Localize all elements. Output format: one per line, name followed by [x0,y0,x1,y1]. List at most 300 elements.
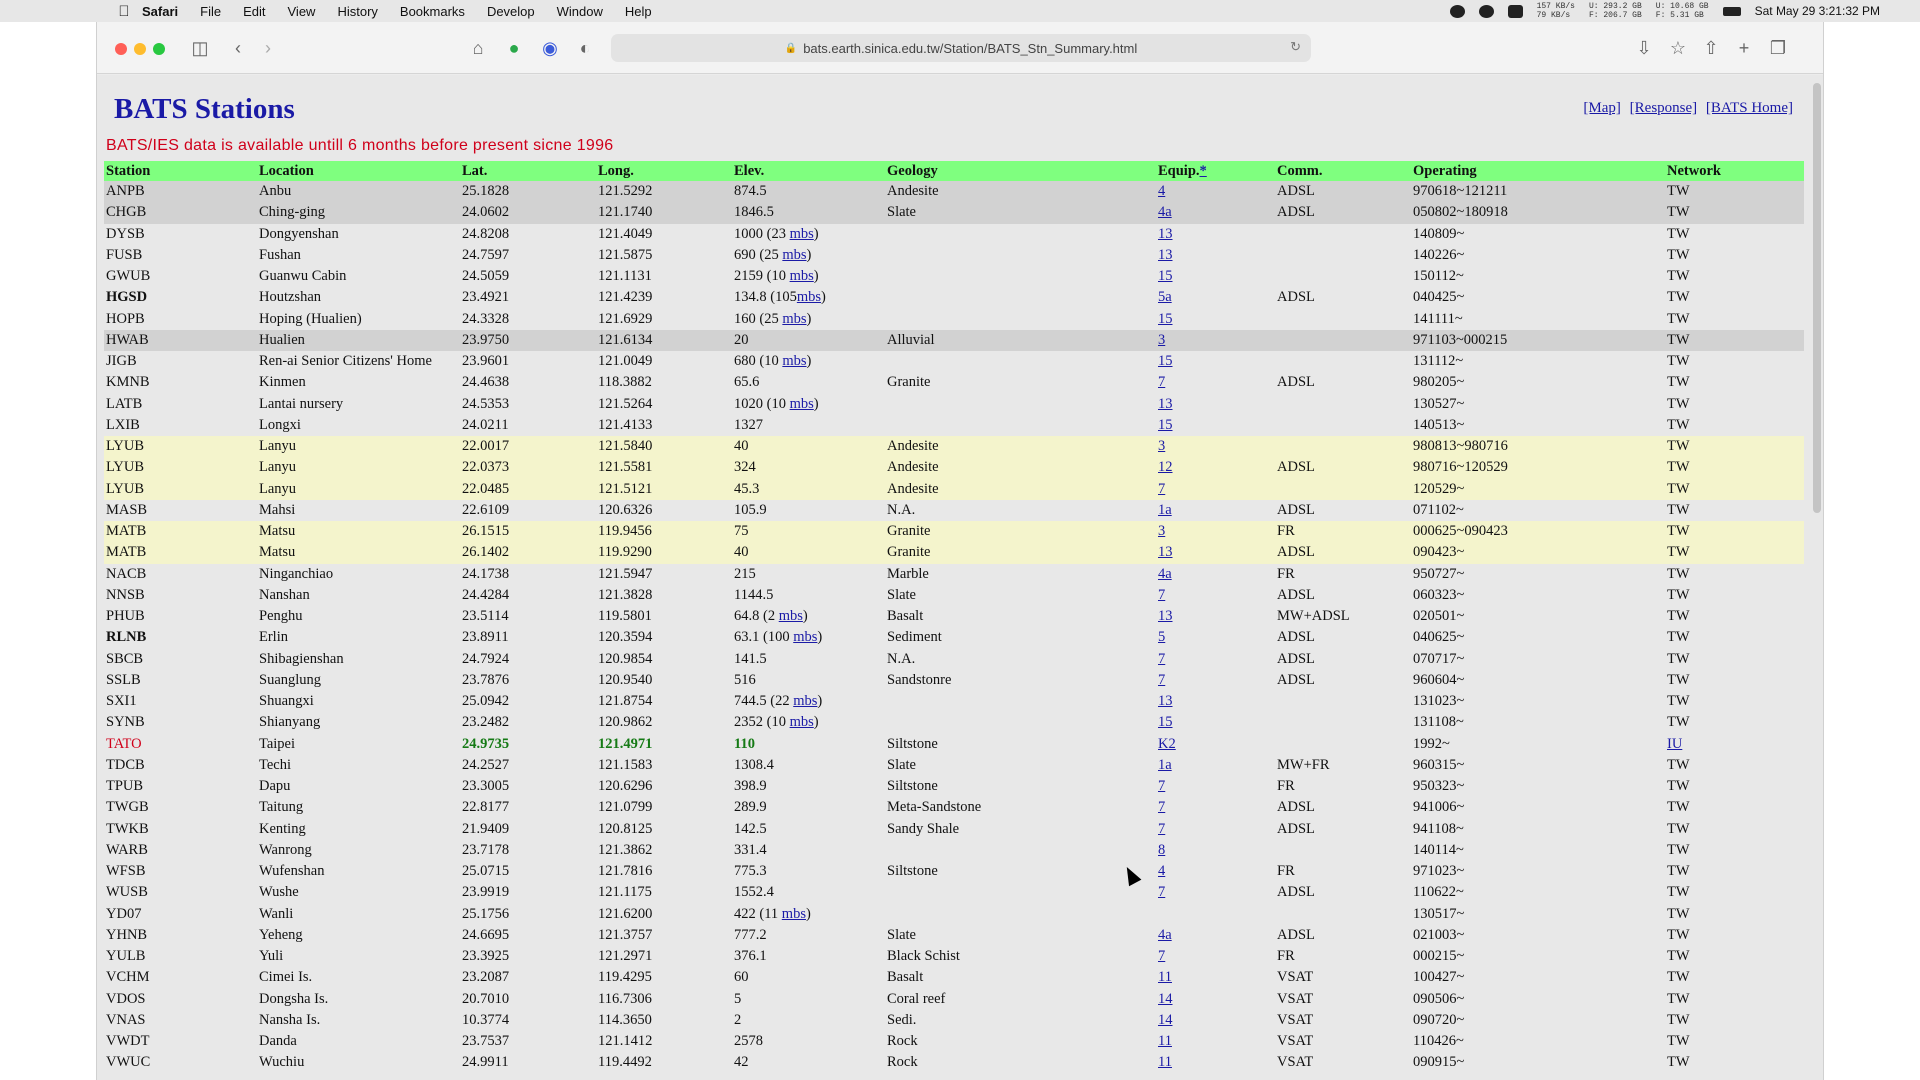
elev-close-paren: ) [805,905,811,922]
safari-window [96,22,1824,1080]
operating-cell: 131112~ [1413,353,1464,370]
elev-value: 690 (25 [734,246,783,263]
equip-link[interactable]: 15 [1158,714,1173,731]
table-row [104,245,1804,266]
comm-cell: VSAT [1277,969,1314,986]
geology-cell: Coral reef [887,990,946,1007]
equip-link[interactable]: 13 [1158,225,1173,242]
table-row [104,904,1804,925]
equip-link[interactable]: 3 [1158,523,1166,540]
location-cell: Wanrong [259,841,312,858]
table-row [104,967,1804,988]
long-cell: 119.5801 [598,608,652,625]
equip-link[interactable]: 7 [1158,778,1166,795]
operating-cell: 971023~ [1413,863,1465,880]
table-row [104,755,1804,776]
station-cell: YULB [106,948,146,965]
station-cell: LXIB [106,416,140,433]
vertical-scrollbar[interactable] [1813,83,1821,513]
col-elev: Elev. [732,161,885,181]
equip-link[interactable]: 7 [1158,884,1166,901]
equip-cell [1156,904,1275,925]
network-cell: TW [1667,374,1690,391]
equip-link[interactable]: 4a [1158,565,1172,582]
operating-cell: 090915~ [1413,1054,1465,1071]
elev-cell [732,776,885,797]
geology-cell: Granite [887,374,931,391]
equip-link[interactable]: 15 [1158,416,1173,433]
sidebar-icon[interactable]: ◫ [191,38,209,58]
equip-link[interactable]: 13 [1158,544,1173,561]
menu-view[interactable]: View [287,3,316,19]
table-row [104,521,1804,542]
location-cell: Cimei Is. [259,969,313,986]
equip-link[interactable]: 7 [1158,374,1166,391]
geology-cell: Slate [885,202,1156,223]
network-cell: TW [1667,1054,1690,1071]
long-cell: 120.9540 [598,671,653,688]
table-row [104,415,1804,436]
lat-cell: 24.3328 [462,310,510,327]
record-icon[interactable] [1479,5,1494,18]
table-row [104,372,1804,393]
elev-cell [732,670,885,691]
comm-cell [1275,904,1411,925]
operating-cell: 1992~ [1413,735,1450,752]
equip-link[interactable]: 15 [1158,310,1173,327]
equip-link[interactable]: 7 [1158,799,1166,816]
comm-cell: FR [1277,948,1295,965]
equip-link[interactable]: 7 [1158,650,1166,667]
elev-close-paren: ) [806,310,812,327]
elev-cell [732,989,885,1010]
elev-value: 874.5 [734,183,767,200]
station-cell: PHUB [106,608,145,625]
long-cell: 120.8125 [598,820,653,837]
geology-cell: Black Schist [887,948,960,965]
equip-link[interactable]: 11 [1158,1033,1172,1050]
long-cell: 118.3882 [598,374,652,391]
equip-link[interactable]: 7 [1158,586,1166,603]
operating-cell: 040625~ [1413,629,1465,646]
equip-link[interactable]: 4a [1158,204,1172,221]
elev-cell [732,691,885,712]
menu-edit[interactable]: Edit [243,3,266,19]
table-row [104,712,1804,733]
elev-cell [732,967,885,988]
station-cell: HGSD [106,289,148,306]
lat-cell: 22.6109 [462,501,510,518]
elev-cell [732,372,885,393]
elev-cell [732,266,885,287]
station-cell: TWGB [106,799,149,816]
downloads-icon[interactable]: ⇩ [1636,38,1652,58]
elev-value: 516 [734,671,756,688]
operating-cell: 960604~ [1413,671,1465,688]
comm-cell: ADSL [1277,926,1315,943]
operating-cell: 110426~ [1413,1033,1464,1050]
network-cell: TW [1667,714,1690,731]
geology-cell [885,415,1156,436]
lat-cell: 22.0017 [460,436,596,457]
table-row [104,819,1804,840]
menu-history[interactable]: History [337,3,378,19]
elev-value: 42 [734,1054,749,1071]
elev-close-paren: ) [813,714,819,731]
station-cell: YHNB [106,926,148,943]
network-cell: TW [1667,1011,1690,1028]
operating-cell: 090423~ [1411,542,1665,563]
long-cell: 120.9862 [598,714,653,731]
network-cell: TW [1667,225,1690,242]
elev-value: 110 [734,735,755,752]
long-cell: 121.4133 [598,416,653,433]
lat-cell: 24.1738 [462,565,510,582]
network-cell: TW [1667,926,1690,943]
comm-cell: FR [1277,863,1295,880]
elev-value: 1846.5 [734,204,774,221]
operating-cell: 070717~ [1413,650,1465,667]
equip-footnote-link[interactable]: * [1199,162,1207,179]
mbs-link[interactable]: mbs [789,225,814,242]
desktop-right [1824,22,1920,1080]
equip-link[interactable]: 15 [1158,353,1173,370]
station-cell: YD07 [106,905,142,922]
station-cell: HOPB [106,310,145,327]
location-cell: Shianyang [259,714,321,731]
equip-link[interactable]: 14 [1158,990,1173,1007]
network-cell: TW [1667,778,1690,795]
mbs-link[interactable]: mbs [793,693,818,710]
lock-icon: 🔒 [784,42,798,54]
elev-value: 60 [734,969,749,986]
location-cell: Hualien [257,330,460,351]
elev-value: 160 (25 [734,310,783,327]
mbs-link[interactable]: mbs [789,714,814,731]
elev-value: 1020 (10 [734,395,790,412]
equip-cell [1156,500,1275,521]
elev-value: 2352 (10 [734,714,790,731]
operating-cell: 980813~980716 [1411,436,1665,457]
long-cell: 121.7816 [598,863,653,880]
station-cell: LATB [106,395,143,412]
location-cell: Ren-ai Senior Citizens' Home [259,353,432,370]
elev-value: 1552.4 [734,884,774,901]
elev-cell [732,436,885,457]
operating-cell: 000215~ [1413,948,1465,965]
network-cell: TW [1667,650,1690,667]
table-row [104,394,1804,415]
comm-cell: ADSL [1277,820,1315,837]
long-cell: 119.4492 [598,1054,652,1071]
comm-cell: ADSL [1277,586,1315,603]
equip-link[interactable]: 11 [1158,969,1172,986]
elev-value: 20 [734,331,749,348]
web-page [97,75,1823,1080]
lat-cell: 23.7537 [462,1033,510,1050]
station-cell: SXI1 [106,693,137,710]
geology-cell: Sedi. [887,1011,917,1028]
elev-cell [732,1052,885,1073]
equip-cell [1156,181,1275,202]
equip-link[interactable]: 7 [1158,480,1166,497]
elev-value: 215 [734,565,756,582]
equip-cell [1156,734,1275,755]
long-cell: 121.5121 [596,479,732,500]
equip-link[interactable]: 1a [1158,756,1172,773]
bookmark-star-icon[interactable]: ☆ [1669,38,1687,58]
equip-link[interactable]: 8 [1158,841,1166,858]
long-cell: 121.5947 [598,565,653,582]
lat-cell: 23.7178 [462,841,510,858]
network-cell: TW [1667,671,1690,688]
menu-help[interactable]: Help [624,3,652,19]
table-row [104,457,1804,478]
map-link[interactable]: [Map] [1583,100,1621,116]
operating-cell: 130517~ [1413,905,1465,922]
long-cell: 121.2971 [598,948,653,965]
network-cell: TW [1667,501,1690,518]
mbs-link[interactable]: mbs [789,395,814,412]
elev-value: 75 [734,523,749,540]
elev-value: 1000 (23 [734,225,790,242]
table-row [104,542,1804,563]
lat-cell: 24.5059 [462,268,510,285]
elev-cell [732,181,885,202]
desktop-left [0,22,96,1080]
table-row [104,840,1804,861]
equip-link[interactable]: 11 [1158,1054,1172,1071]
network-cell: TW [1667,693,1690,710]
comm-cell [1275,245,1411,266]
lat-cell: 23.9750 [460,330,596,351]
mbs-link[interactable]: mbs [793,629,818,646]
minimize-window-button[interactable] [134,43,146,55]
reload-icon[interactable]: ↻ [1290,39,1301,54]
location-cell: Lanyu [257,457,460,478]
table-row [104,1031,1804,1052]
forward-icon[interactable]: › [265,38,271,58]
comm-cell [1275,266,1411,287]
equip-cell [1156,224,1275,245]
station-cell: TPUB [106,778,144,795]
lat-cell: 24.2527 [462,756,510,773]
menu-file[interactable]: File [200,3,222,19]
equip-link[interactable]: 4 [1158,863,1166,880]
equip-cell [1156,627,1275,648]
lat-cell: 23.5114 [462,608,509,625]
location-cell: Wufenshan [259,863,325,880]
lat-cell: 26.1515 [460,521,596,542]
elev-value: 45.3 [734,480,760,497]
equip-link[interactable]: 7 [1158,948,1166,965]
elev-cell [732,202,885,223]
network-cell: TW [1667,756,1690,773]
operating-cell: 090720~ [1413,1011,1465,1028]
home-icon[interactable]: ⌂ [472,38,484,58]
equip-link[interactable]: 13 [1158,395,1173,412]
station-cell: SSLB [106,671,141,688]
elev-cell [732,904,885,925]
bats-home-link[interactable]: [BATS Home] [1705,100,1793,116]
location-cell: Longxi [259,416,301,433]
location-cell: Kinmen [259,374,306,391]
equip-link[interactable]: 1a [1158,501,1172,518]
lat-cell: 26.1402 [460,542,596,563]
elev-cell [732,1010,885,1031]
equip-link[interactable]: 5 [1158,629,1166,646]
geology-cell: N.A. [887,650,916,667]
equip-link[interactable]: 3 [1158,331,1166,348]
lat-cell: 24.4284 [462,586,510,603]
equip-cell [1156,457,1275,478]
mbs-link[interactable]: mbs [796,289,822,306]
equip-link[interactable]: 7 [1158,671,1166,688]
equip-link[interactable]: 13 [1158,608,1173,625]
equip-link[interactable]: 14 [1158,1011,1173,1028]
network-cell [1665,734,1804,755]
equip-link[interactable]: 4 [1158,183,1166,200]
long-cell: 120.6326 [598,501,653,518]
comm-cell [1275,712,1411,733]
operating-cell: 140114~ [1413,841,1464,858]
availability-notice: BATS/IES data is available untill 6 months before present sicne 1996 [106,137,614,154]
table-row [104,585,1804,606]
elev-cell [732,1031,885,1052]
equip-cell [1156,946,1275,967]
menu-bookmarks[interactable]: Bookmarks [399,3,465,19]
station-cell: NACB [106,565,147,582]
network-cell: TW [1665,542,1804,563]
geology-cell [885,394,1156,415]
network-cell: TW [1667,416,1690,433]
network-cell: TW [1667,841,1690,858]
menu-app-name[interactable]: Safari [142,3,179,19]
equip-link[interactable]: 15 [1158,268,1173,285]
comm-cell: MW+FR [1277,756,1330,773]
geology-cell: Sandstonre [887,671,952,688]
elev-cell [732,882,885,903]
station-cell: SYNB [106,714,145,731]
table-header [104,161,1804,181]
equip-link[interactable]: 12 [1158,459,1173,476]
equip-link[interactable]: 5a [1158,289,1172,306]
close-window-button[interactable] [115,43,127,55]
equip-cell [1156,755,1275,776]
comm-cell: VSAT [1277,990,1314,1007]
long-cell: 121.4971 [598,735,653,752]
operating-cell: 060323~ [1413,586,1465,603]
long-cell: 121.3757 [598,926,653,943]
elev-value: 134.8 (105 [734,289,797,306]
elev-cell [732,457,885,478]
elev-cell [732,627,885,648]
equip-link[interactable]: 13 [1158,246,1173,263]
location-cell: Yuli [259,948,284,965]
mbs-link[interactable]: mbs [782,310,807,327]
station-cell: HWAB [104,330,257,351]
equip-link[interactable]: K2 [1158,735,1176,752]
lat-cell: 24.9911 [462,1054,509,1071]
comm-cell [1275,309,1411,330]
comm-cell [1275,224,1411,245]
lat-cell: 22.0373 [460,457,596,478]
lat-cell: 24.5353 [462,395,510,412]
mbs-link[interactable]: mbs [781,905,806,922]
geology-cell: Basalt [887,608,924,625]
location-cell: Shibagienshan [259,650,344,667]
station-cell: FUSB [106,246,143,263]
comm-cell: ADSL [1277,374,1315,391]
location-cell: Suanglung [259,671,322,688]
equip-link[interactable]: 3 [1158,438,1166,455]
back-icon[interactable]: ‹ [235,38,241,58]
elev-value: 744.5 (22 [734,693,794,710]
table-row [104,989,1804,1010]
menu-develop[interactable]: Develop [486,3,535,19]
equip-link[interactable]: 7 [1158,820,1166,837]
user-icon[interactable] [1450,5,1465,18]
address-bar[interactable] [611,34,1311,62]
operating-cell: 040425~ [1413,289,1465,306]
new-tab-icon[interactable]: + [1738,38,1750,58]
geology-cell: Rock [887,1033,918,1050]
long-cell: 121.6200 [598,905,653,922]
network-cell: TW [1665,521,1804,542]
battery-icon[interactable] [1723,7,1741,16]
network-cell: TW [1665,457,1804,478]
location-cell: Matsu [257,521,460,542]
mbs-link[interactable]: mbs [778,608,803,625]
tab-overview-icon[interactable]: ❐ [1769,38,1787,58]
share-icon[interactable]: ⇧ [1703,38,1719,58]
memory-stats: U: 293.2 GB F: 206.7 GB [1588,2,1642,20]
geology-cell: Sandy Shale [887,820,960,837]
table-row [104,266,1804,287]
network-cell: TW [1667,586,1690,603]
zoom-window-button[interactable] [153,43,165,55]
equip-link[interactable]: 4a [1158,926,1172,943]
equip-cell [1156,1052,1275,1073]
menu-window[interactable]: Window [556,3,603,19]
network-link[interactable]: IU [1667,735,1683,752]
mbs-link[interactable]: mbs [782,246,807,263]
mbs-link[interactable]: mbs [782,353,807,370]
long-cell: 121.3862 [598,841,653,858]
table-row [104,436,1804,457]
response-link[interactable]: [Response] [1629,100,1698,116]
equip-link[interactable]: 13 [1158,693,1173,710]
elev-cell [732,712,885,733]
mbs-link[interactable]: mbs [789,268,814,285]
notification-icon[interactable] [1508,5,1523,18]
elev-value: 680 (10 [734,353,783,370]
geology-cell: Andesite [885,457,1156,478]
apple-menu-icon[interactable] [106,3,142,20]
elev-cell [732,287,885,308]
geology-cell [885,266,1156,287]
privacy-shield-icon[interactable]: ◐ [579,38,591,58]
operating-cell: 120529~ [1411,479,1665,500]
grammarly-icon[interactable]: ● [508,38,520,58]
equip-cell [1156,861,1275,882]
elev-close-paren: ) [813,225,819,242]
pocket-icon[interactable]: ◉ [542,38,558,58]
clock[interactable]: Sat May 29 3:21:32 PM [1754,4,1880,18]
elev-cell [732,542,885,563]
geology-cell [885,224,1156,245]
location-cell: Guanwu Cabin [259,268,347,285]
